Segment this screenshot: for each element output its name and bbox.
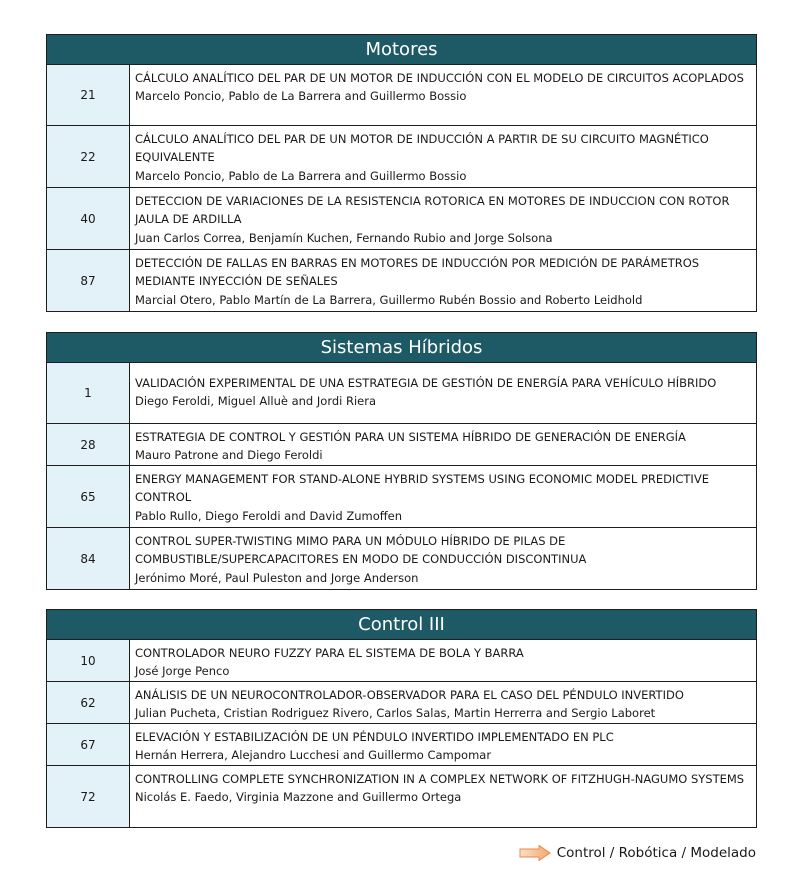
table-row <box>47 363 756 423</box>
paper-title: CONTROL SUPER-TWISTING MIMO PARA UN MÓDULO HÍBRIDO DE PILAS DE COMBUSTIBLE/SUPERCAPACITORES EN MODO DE CONDUCCIÓN DISCONTINUA <box>135 534 587 567</box>
paper-title: VALIDACIÓN EXPERIMENTAL DE UNA ESTRATEGIA DE GESTIÓN DE ENERGÍA PARA VEHÍCULO HÍBRIDO <box>135 376 717 390</box>
paper-number: 72 <box>47 766 130 827</box>
paper-authors: Julian Pucheta, Cristian Rodriguez Rivero, Carlos Salas, Martin Herrerra and Sergio Laboret <box>135 706 656 721</box>
section-control-iii <box>46 609 757 828</box>
paper-number: 87 <box>47 250 130 311</box>
table-row <box>47 640 756 681</box>
table-row <box>47 423 756 465</box>
table-row <box>47 125 756 187</box>
table-row <box>47 681 756 723</box>
paper-authors: Nicolás E. Faedo, Virginia Mazzone and Guillermo Ortega <box>135 790 462 805</box>
paper-authors: Pablo Rullo, Diego Feroldi and David Zumoffen <box>135 508 403 523</box>
section-title: Control III <box>47 610 756 640</box>
section-sistemas-hibridos <box>46 332 757 590</box>
paper-title: ENERGY MANAGEMENT FOR STAND-ALONE HYBRID SYSTEMS USING ECONOMIC MODEL PREDICTIVE CONTROL <box>135 472 709 505</box>
paper-number: 10 <box>47 640 130 681</box>
footer-category <box>519 845 756 861</box>
paper-number: 67 <box>47 724 130 765</box>
paper-title: CONTROLLING COMPLETE SYNCHRONIZATION IN A COMPLEX NETWORK OF FITZHUGH-NAGUMO SYSTEMS <box>135 772 745 786</box>
paper-title: CONTROLADOR NEURO FUZZY PARA EL SISTEMA DE BOLA Y BARRA <box>135 646 524 660</box>
paper-title: DETECCION DE VARIACIONES DE LA RESISTENCIA ROTORICA EN MOTORES DE INDUCCION CON ROTOR JAULA DE ARDILLA <box>135 194 730 227</box>
paper-number: 62 <box>47 682 130 723</box>
paper-title: ANÁLISIS DE UN NEUROCONTROLADOR-OBSERVADOR PARA EL CASO DEL PÉNDULO INVERTIDO <box>135 688 684 702</box>
paper-authors: Marcelo Poncio, Pablo de La Barrera and Guillermo Bossio <box>135 89 467 104</box>
table-row <box>47 527 756 589</box>
paper-title: DETECCIÓN DE FALLAS EN BARRAS EN MOTORES DE INDUCCIÓN POR MEDICIÓN DE PARÁMETROS MEDIANTE INYECCIÓN DE SEÑALES <box>135 256 700 289</box>
paper-number: 40 <box>47 188 130 249</box>
paper-authors: Marcelo Poncio, Pablo de La Barrera and Guillermo Bossio <box>135 168 467 183</box>
table-row <box>47 187 756 249</box>
paper-number: 21 <box>47 65 130 125</box>
table-row <box>47 765 756 827</box>
paper-authors: Hernán Herrera, Alejandro Lucchesi and Guillermo Campomar <box>135 748 492 763</box>
paper-authors: José Jorge Penco <box>135 664 230 679</box>
section-motores <box>46 34 757 312</box>
paper-title: CÁLCULO ANALÍTICO DEL PAR DE UN MOTOR DE INDUCCIÓN CON EL MODELO DE CIRCUITOS ACOPLADOS <box>135 71 744 85</box>
section-title: Motores <box>47 35 756 65</box>
table-row <box>47 65 756 125</box>
paper-number: 84 <box>47 528 130 589</box>
paper-title: ESTRATEGIA DE CONTROL Y GESTIÓN PARA UN SISTEMA HÍBRIDO DE GENERACIÓN DE ENERGÍA <box>135 430 686 444</box>
paper-number: 28 <box>47 424 130 465</box>
paper-authors: Diego Feroldi, Miguel Alluè and Jordi Riera <box>135 394 377 409</box>
paper-title: ELEVACIÓN Y ESTABILIZACIÓN DE UN PÉNDULO INVERTIDO IMPLEMENTADO EN PLC <box>135 730 614 744</box>
table-row <box>47 465 756 527</box>
arrow-right-icon <box>519 845 551 861</box>
paper-number: 1 <box>47 363 130 423</box>
section-title: Sistemas Híbridos <box>47 333 756 363</box>
paper-number: 22 <box>47 126 130 187</box>
paper-number: 65 <box>47 466 130 527</box>
table-row <box>47 249 756 311</box>
paper-authors: Mauro Patrone and Diego Feroldi <box>135 448 323 463</box>
paper-authors: Juan Carlos Correa, Benjamín Kuchen, Fernando Rubio and Jorge Solsona <box>135 230 553 245</box>
table-row <box>47 723 756 765</box>
paper-title: CÁLCULO ANALÍTICO DEL PAR DE UN MOTOR DE INDUCCIÓN A PARTIR DE SU CIRCUITO MAGNÉTICO EQUIVALENTE <box>135 132 709 165</box>
paper-authors: Marcial Otero, Pablo Martín de La Barrera, Guillermo Rubén Bossio and Roberto Leidhold <box>135 292 643 307</box>
paper-authors: Jerónimo Moré, Paul Puleston and Jorge Anderson <box>135 570 419 585</box>
footer-label: Control / Robótica / Modelado <box>556 845 756 861</box>
